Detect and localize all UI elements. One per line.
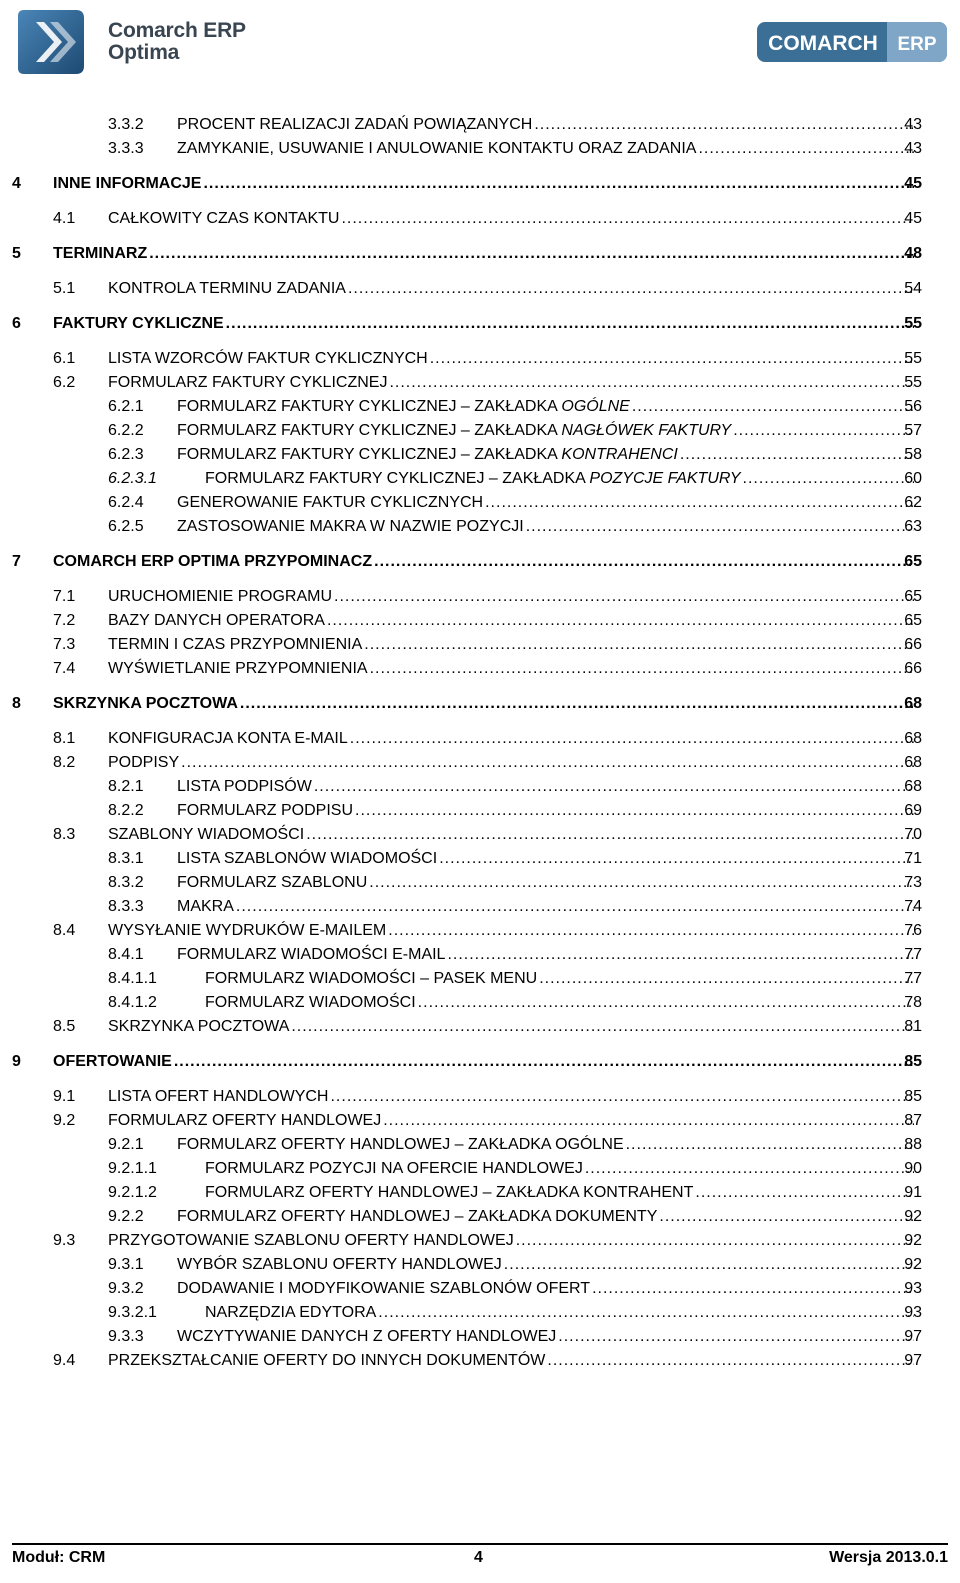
toc-entry-number: 8.2.1 [108,778,144,795]
toc-entry-number: 8.3.3 [108,898,144,915]
toc-entry-number: 6.2.3.1 [108,470,157,487]
toc-entry-title-italic: OGÓLNE [561,398,630,415]
toc-entry[interactable] [0,1051,960,1073]
toc-entry-title [108,372,914,394]
toc-entry-title-text: TERMINARZ [53,245,148,262]
toc-entry[interactable] [0,920,960,942]
toc-entry-title-text: KONFIGURACJA KONTA E-MAIL [108,730,348,747]
toc-dot-leader [174,1051,914,1073]
footer-version: Wersja 2013.0.1 [829,1549,948,1566]
toc-dot-leader [504,1254,914,1276]
toc-entry-title-text: ZAMYKANIE, USUWANIE I ANULOWANIE KONTAKTU ORAZ ZADANIA [177,140,697,157]
toc-entry-title-text: WYSYŁANIE WYDRUKÓW E-MAILEM [108,922,387,939]
toc-entry-title [177,1134,914,1156]
toc-entry[interactable] [0,492,960,514]
toc-entry[interactable] [0,208,960,230]
toc-entry[interactable] [0,138,960,160]
toc-entry-page: 63 [904,518,922,535]
toc-entry-title-text: LISTA PODPISÓW [177,778,312,795]
toc-entry-title [53,693,914,715]
toc-dot-leader [327,610,914,632]
toc-entry-page: 90 [904,1160,922,1177]
toc-entry-title [108,1350,914,1372]
toc-entry-number: 6.2.4 [108,494,144,511]
toc-entry-title-text: WYŚWIETLANIE PRZYPOMNIENIA [108,660,368,677]
toc-dot-leader [355,800,914,822]
toc-dot-leader [430,348,914,370]
toc-entry-page: 62 [904,494,922,511]
toc-entry-title-text: WCZYTYWANIE DANYCH Z OFERTY HANDLOWEJ [177,1328,557,1345]
toc-entry-page: 93 [904,1304,922,1321]
toc-entry-title [108,1086,914,1108]
toc-entry-title [177,872,914,894]
toc-entry-number: 8.4.1 [108,946,144,963]
toc-entry-page: 68 [904,778,922,795]
toc-entry-number: 8.4.1.1 [108,970,157,987]
toc-entry-number: 9.3.2 [108,1280,144,1297]
toc-entry-title [177,800,914,822]
toc-entry-number: 7.2 [53,612,76,629]
toc-entry-title [177,1326,914,1348]
toc-entry-title [177,396,914,418]
toc-entry-title-text: SKRZYNKA POCZTOWA [53,695,238,712]
toc-dot-leader [418,992,914,1014]
toc-entry-title-text: PRZEKSZTAŁCANIE OFERTY DO INNYCH DOKUMENTÓW [108,1352,546,1369]
toc-entry-title [108,658,914,680]
toc-dot-leader [516,1230,914,1252]
comarch-erp-optima-logo-icon [14,8,86,76]
toc-dot-leader [334,586,914,608]
toc-entry-title-text: MAKRA [177,898,234,915]
product-name-line1: Comarch ERP [108,19,246,42]
toc-entry-title-text: PROCENT REALIZACJI ZADAŃ POWIĄZANYCH [177,116,533,133]
toc-entry-page: 65 [904,553,922,570]
toc-entry-title-text: PODPISY [108,754,180,771]
toc-entry-number: 6.2.1 [108,398,144,415]
toc-entry-title-text: FORMULARZ OFERTY HANDLOWEJ – ZAKŁADKA OGÓLNE [177,1136,624,1153]
toc-entry-title [108,752,914,774]
toc-entry-number: 4 [12,175,21,192]
toc-dot-leader [526,516,914,538]
toc-entry-title [53,551,914,573]
toc-entry-page: 77 [904,946,922,963]
toc-entry-page: 58 [904,446,922,463]
toc-entry-title-text: KONTROLA TERMINU ZADANIA [108,280,346,297]
toc-entry-title [108,728,914,750]
toc-dot-leader [330,1086,914,1108]
toc-entry-title [108,1230,914,1252]
toc-entry-page: 87 [904,1112,922,1129]
toc-entry-number: 3.3.2 [108,116,144,133]
toc-dot-leader [236,896,914,918]
toc-entry[interactable] [0,1134,960,1156]
toc-entry-number: 9.2.1 [108,1136,144,1153]
toc-entry-number: 7.1 [53,588,76,605]
toc-entry-page: 92 [904,1208,922,1225]
toc-entry-title [205,992,914,1014]
toc-entry-number: 8.4 [53,922,76,939]
toc-entry-title-text: FORMULARZ FAKTURY CYKLICZNEJ – ZAKŁADKA [177,398,562,415]
toc-entry-page: 45 [904,175,922,192]
toc-entry-page: 74 [904,898,922,915]
toc-entry-title [108,278,914,300]
toc-entry-title [53,243,914,265]
toc-entry-number: 8 [12,695,21,712]
toc-entry-title [53,1051,914,1073]
toc-entry-title-italic: KONTRAHENCI [561,446,678,463]
toc-entry-page: 71 [904,850,922,867]
toc-entry[interactable] [0,1302,960,1324]
toc-entry-number: 9.1 [53,1088,76,1105]
toc-entry[interactable] [0,372,960,394]
footer-module: Moduł: CRM [12,1549,106,1566]
toc-entry-page: 48 [904,245,922,262]
toc-dot-leader [291,1016,914,1038]
toc-entry-title-text: LISTA WZORCÓW FAKTUR CYKLICZNYCH [108,350,428,367]
toc-entry-title-text: URUCHOMIENIE PROGRAMU [108,588,333,605]
toc-entry-number: 8.2 [53,754,76,771]
toc-entry-title [177,1206,914,1228]
toc-entry[interactable] [0,551,960,573]
toc-dot-leader [350,728,914,750]
toc-entry-page: 78 [904,994,922,1011]
toc-entry-number: 8.2.2 [108,802,144,819]
toc-entry-page: 43 [904,116,922,133]
toc-entry[interactable] [0,586,960,608]
toc-dot-leader [369,872,914,894]
toc-entry-title-text: SKRZYNKA POCZTOWA [108,1018,290,1035]
toc-entry[interactable] [0,1206,960,1228]
toc-entry[interactable] [0,824,960,846]
toc-entry-page: 97 [904,1328,922,1345]
toc-entry-number: 9.2.1.2 [108,1184,157,1201]
toc-entry-title [108,1016,914,1038]
toc-entry-title-text: GENEROWANIE FAKTUR CYKLICZNYCH [177,494,484,511]
toc-dot-leader [539,968,914,990]
toc-entry-number: 6.2 [53,374,76,391]
toc-entry-title [108,920,914,942]
badge-text-erp: ERP [897,34,937,55]
toc-entry-number: 7.3 [53,636,76,653]
toc-entry-number: 8.1 [53,730,76,747]
toc-entry-title-text: ZASTOSOWANIE MAKRA W NAZWIE POZYCJI [177,518,524,535]
product-name-line2: Optima [108,41,180,64]
toc-entry-title-text: TERMIN I CZAS PRZYPOMNIENIA [108,636,363,653]
toc-dot-leader [592,1278,914,1300]
toc-entry[interactable] [0,658,960,680]
toc-entry-page: 66 [904,636,922,653]
toc-dot-leader [558,1326,914,1348]
toc-entry-number: 6 [12,315,21,332]
toc-entry-title [177,516,914,538]
toc-entry-title-text: FORMULARZ FAKTURY CYKLICZNEJ – ZAKŁADKA [177,422,562,439]
toc-entry-title-text: LISTA SZABLONÓW WIADOMOŚCI [177,850,438,867]
toc-dot-leader [226,313,914,335]
toc-entry-page: 76 [904,922,922,939]
toc-entry-page: 92 [904,1232,922,1249]
toc-entry-page: 45 [904,210,922,227]
toc-dot-leader [632,396,914,418]
toc-dot-leader [447,944,914,966]
toc-entry[interactable] [0,468,960,490]
toc-dot-leader [374,551,914,573]
toc-dot-leader [485,492,914,514]
toc-entry[interactable] [0,800,960,822]
toc-entry-title-text: NARZĘDZIA EDYTORA [205,1304,377,1321]
toc-entry-number: 6.2.2 [108,422,144,439]
toc-entry-title [108,1110,914,1132]
toc-dot-leader [626,1134,914,1156]
toc-entry-number: 6.2.5 [108,518,144,535]
toc-entry-page: 81 [904,1018,922,1035]
toc-entry-page: 73 [904,874,922,891]
toc-entry-page: 60 [904,470,922,487]
toc-entry-page: 55 [904,315,922,332]
toc-entry[interactable] [0,1254,960,1276]
toc-entry-title-text: FORMULARZ WIADOMOŚCI E-MAIL [177,946,446,963]
badge-text-comarch: COMARCH [768,32,878,55]
toc-entry-title [205,1158,914,1180]
toc-entry-title-text: FORMULARZ FAKTURY CYKLICZNEJ – ZAKŁADKA [177,446,562,463]
toc-entry[interactable] [0,278,960,300]
toc-entry-page: 66 [904,660,922,677]
toc-entry-title-text: BAZY DANYCH OPERATORA [108,612,325,629]
toc-entry-title [108,634,914,656]
toc-entry-page: 77 [904,970,922,987]
toc-entry-title [108,610,914,632]
toc-entry[interactable] [0,1110,960,1132]
toc-entry-number: 9.3.1 [108,1256,144,1273]
toc-entry[interactable] [0,944,960,966]
toc-entry-title [108,348,914,370]
toc-entry-page: 91 [904,1184,922,1201]
toc-entry[interactable] [0,968,960,990]
toc-entry-title [177,848,914,870]
toc-entry-number: 4.1 [53,210,76,227]
toc-dot-leader [370,658,914,680]
toc-entry-title-text: FORMULARZ WIADOMOŚCI – PASEK MENU [205,970,538,987]
toc-entry-page: 85 [904,1088,922,1105]
toc-entry-title-text: LISTA OFERT HANDLOWYCH [108,1088,329,1105]
toc-entry-title-text: OFERTOWANIE [53,1053,172,1070]
toc-dot-leader [149,243,914,265]
toc-entry-title [108,208,914,230]
toc-entry[interactable] [0,516,960,538]
toc-dot-leader [314,776,914,798]
toc-entry-number: 9.3.2.1 [108,1304,157,1321]
toc-entry-page: 85 [904,1053,922,1070]
toc-dot-leader [659,1206,914,1228]
toc-dot-leader [306,824,914,846]
toc-entry-number: 7 [12,553,21,570]
toc-entry[interactable] [0,992,960,1014]
toc-entry-number: 9.2.2 [108,1208,144,1225]
toc-entry-page: 68 [904,754,922,771]
toc-entry-number: 9.3 [53,1232,76,1249]
toc-entry[interactable] [0,848,960,870]
toc-dot-leader [680,444,914,466]
toc-entry-number: 8.5 [53,1018,76,1035]
toc-entry[interactable] [0,1086,960,1108]
toc-entry-number: 9.3.3 [108,1328,144,1345]
toc-entry-title [177,444,914,466]
toc-dot-leader [240,693,914,715]
toc-entry-title [205,1182,914,1204]
toc-entry[interactable] [0,348,960,370]
toc-entry-page: 55 [904,374,922,391]
toc-entry-page: 88 [904,1136,922,1153]
toc-entry-page: 92 [904,1256,922,1273]
toc-entry[interactable] [0,610,960,632]
toc-entry-title [177,114,914,136]
toc-entry-title [53,313,914,335]
toc-entry-title [177,944,914,966]
toc-dot-leader [547,1350,914,1372]
toc-dot-leader [364,634,914,656]
toc-entry-page: 68 [904,695,922,712]
toc-entry-title [177,138,914,160]
toc-entry-title-text: FORMULARZ PODPISU [177,802,354,819]
toc-entry-title [177,492,914,514]
toc-dot-leader [389,372,914,394]
toc-entry-title-text: FORMULARZ WIADOMOŚCI [205,994,416,1011]
toc-entry-page: 65 [904,588,922,605]
toc-dot-leader [348,278,914,300]
toc-entry[interactable] [0,243,960,265]
toc-entry-title-text: COMARCH ERP OPTIMA PRZYPOMINACZ [53,553,373,570]
toc-entry[interactable] [0,1326,960,1348]
toc-entry[interactable] [0,896,960,918]
toc-dot-leader [378,1302,914,1324]
product-name [108,20,246,64]
toc-entry-number: 9.4 [53,1352,76,1369]
toc-entry-title [53,173,914,195]
toc-entry[interactable] [0,173,960,195]
toc-entry-title-text: CAŁKOWITY CZAS KONTAKTU [108,210,340,227]
toc-entry-title-italic: POZYCJE FAKTURY [589,470,741,487]
toc-entry-number: 6.1 [53,350,76,367]
toc-entry-title-text: INNE INFORMACJE [53,175,202,192]
toc-entry-page: 54 [904,280,922,297]
toc-entry-number: 9.2 [53,1112,76,1129]
toc-entry-title [205,468,914,490]
toc-dot-leader [585,1158,914,1180]
toc-entry[interactable] [0,752,960,774]
toc-entry-title-text: FORMULARZ FAKTURY CYKLICZNEJ – ZAKŁADKA [205,470,590,487]
toc-entry-title-text: FORMULARZ OFERTY HANDLOWEJ – ZAKŁADKA DOKUMENTY [177,1208,658,1225]
toc-entry-title-italic: NAGŁÓWEK FAKTURY [561,422,732,439]
toc-entry[interactable] [0,444,960,466]
toc-entry-number: 8.4.1.2 [108,994,157,1011]
toc-entry-page: 65 [904,612,922,629]
toc-entry-title-text: FORMULARZ OFERTY HANDLOWEJ – ZAKŁADKA KONTRAHENT [205,1184,694,1201]
toc-entry[interactable] [0,396,960,418]
toc-entry-page: 43 [904,140,922,157]
toc-entry-page: 56 [904,398,922,415]
toc-entry-number: 3.3.3 [108,140,144,157]
toc-entry-number: 5 [12,245,21,262]
toc-dot-leader [341,208,914,230]
comarch-erp-badge-logo [757,22,947,62]
toc-entry[interactable] [0,1230,960,1252]
toc-entry[interactable] [0,313,960,335]
toc-entry[interactable] [0,1350,960,1372]
toc-dot-leader [181,752,914,774]
toc-entry[interactable] [0,693,960,715]
toc-entry[interactable] [0,634,960,656]
toc-entry-title-text: FORMULARZ POZYCJI NA OFERCIE HANDLOWEJ [205,1160,583,1177]
toc-entry-page: 68 [904,730,922,747]
toc-entry-page: 93 [904,1280,922,1297]
toc-entry-number: 7.4 [53,660,76,677]
toc-entry-title-text: FORMULARZ SZABLONU [177,874,368,891]
toc-entry-title-text: DODAWANIE I MODYFIKOWANIE SZABLONÓW OFERT [177,1280,591,1297]
toc-dot-leader [439,848,914,870]
toc-dot-leader [534,114,914,136]
toc-entry-title [108,586,914,608]
toc-entry-title [177,420,914,442]
toc-entry-page: 69 [904,802,922,819]
toc-entry-title [177,1278,914,1300]
toc-dot-leader [203,173,914,195]
toc-entry-title [177,896,914,918]
toc-entry-title-text: FAKTURY CYKLICZNE [53,315,224,332]
toc-entry-number: 8.3.2 [108,874,144,891]
footer-divider [12,1543,948,1545]
toc-entry-page: 70 [904,826,922,843]
toc-entry[interactable] [0,872,960,894]
toc-entry[interactable] [0,776,960,798]
toc-entry[interactable] [0,114,960,136]
toc-entry-number: 5.1 [53,280,76,297]
toc-entry-page: 55 [904,350,922,367]
toc-entry-number: 8.3 [53,826,76,843]
toc-entry-number: 9.2.1.1 [108,1160,157,1177]
toc-entry-title [177,776,914,798]
toc-entry[interactable] [0,1158,960,1180]
toc-entry[interactable] [0,420,960,442]
toc-dot-leader [383,1110,914,1132]
footer-page-number: 4 [474,1549,483,1566]
toc-entry-title-text: FORMULARZ OFERTY HANDLOWEJ [108,1112,382,1129]
toc-entry-title-text: WYBÓR SZABLONU OFERTY HANDLOWEJ [177,1256,502,1273]
toc-entry-number: 8.3.1 [108,850,144,867]
toc-entry-number: 6.2.3 [108,446,144,463]
toc-dot-leader [388,920,914,942]
toc-entry-title [177,1254,914,1276]
toc-entry-title-text: FORMULARZ FAKTURY CYKLICZNEJ [108,374,388,391]
toc-entry-number: 9 [12,1053,21,1070]
toc-entry-title [205,968,914,990]
toc-entry-title-text: PRZYGOTOWANIE SZABLONU OFERTY HANDLOWEJ [108,1232,514,1249]
toc-entry[interactable] [0,1016,960,1038]
toc-entry-page: 57 [904,422,922,439]
toc-entry-title-text: SZABLONY WIADOMOŚCI [108,826,305,843]
toc-entry[interactable] [0,1278,960,1300]
toc-entry-page: 97 [904,1352,922,1369]
toc-entry[interactable] [0,1182,960,1204]
toc-entry-title [108,824,914,846]
toc-entry-title [205,1302,914,1324]
toc-entry[interactable] [0,728,960,750]
